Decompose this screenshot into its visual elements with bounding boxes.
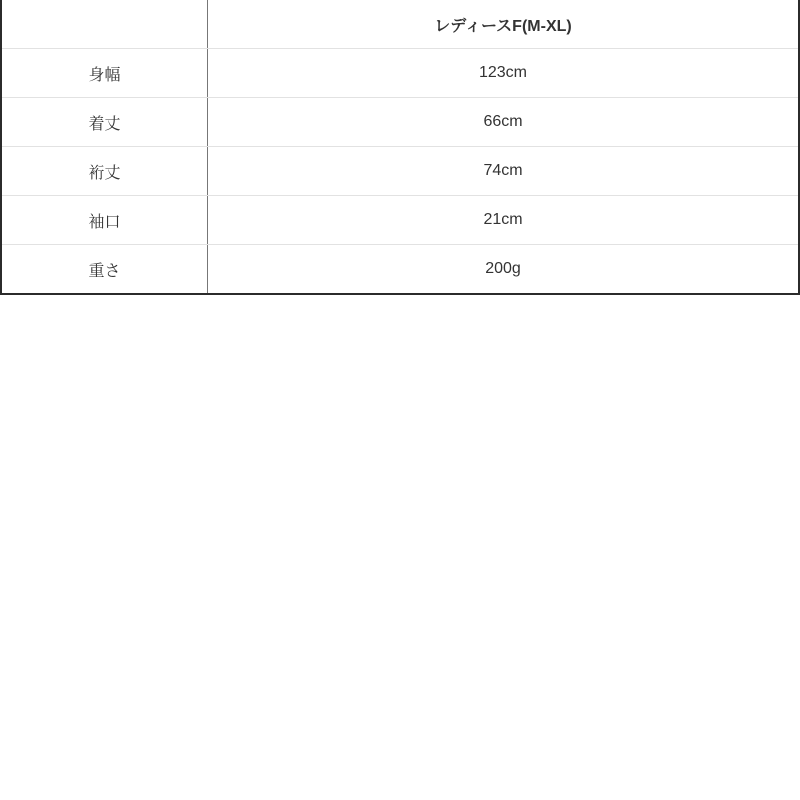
row-value-length: 66cm: [208, 98, 800, 147]
row-value-cuff: 21cm: [208, 196, 800, 245]
table-row: [1, 98, 799, 147]
table-row: [1, 49, 799, 98]
size-spec-table-body: [1, 49, 799, 295]
header-label-cell: [1, 0, 208, 49]
row-value-body-width: 123cm: [208, 49, 800, 98]
row-label-length: 着丈: [1, 98, 208, 147]
row-value-weight: 200g: [208, 245, 800, 295]
header-size-cell: レディースF(M-XL): [208, 0, 800, 49]
table-row: [1, 147, 799, 196]
table-row: [1, 196, 799, 245]
size-spec-table: [0, 0, 800, 295]
row-label-sleeve-length: 裄丈: [1, 147, 208, 196]
row-label-cuff: 袖口: [1, 196, 208, 245]
table-header-row: [1, 0, 799, 49]
row-label-weight: 重さ: [1, 245, 208, 295]
size-spec-table-head: [1, 0, 799, 49]
row-value-sleeve-length: 74cm: [208, 147, 800, 196]
row-label-body-width: 身幅: [1, 49, 208, 98]
table-row: [1, 245, 799, 295]
